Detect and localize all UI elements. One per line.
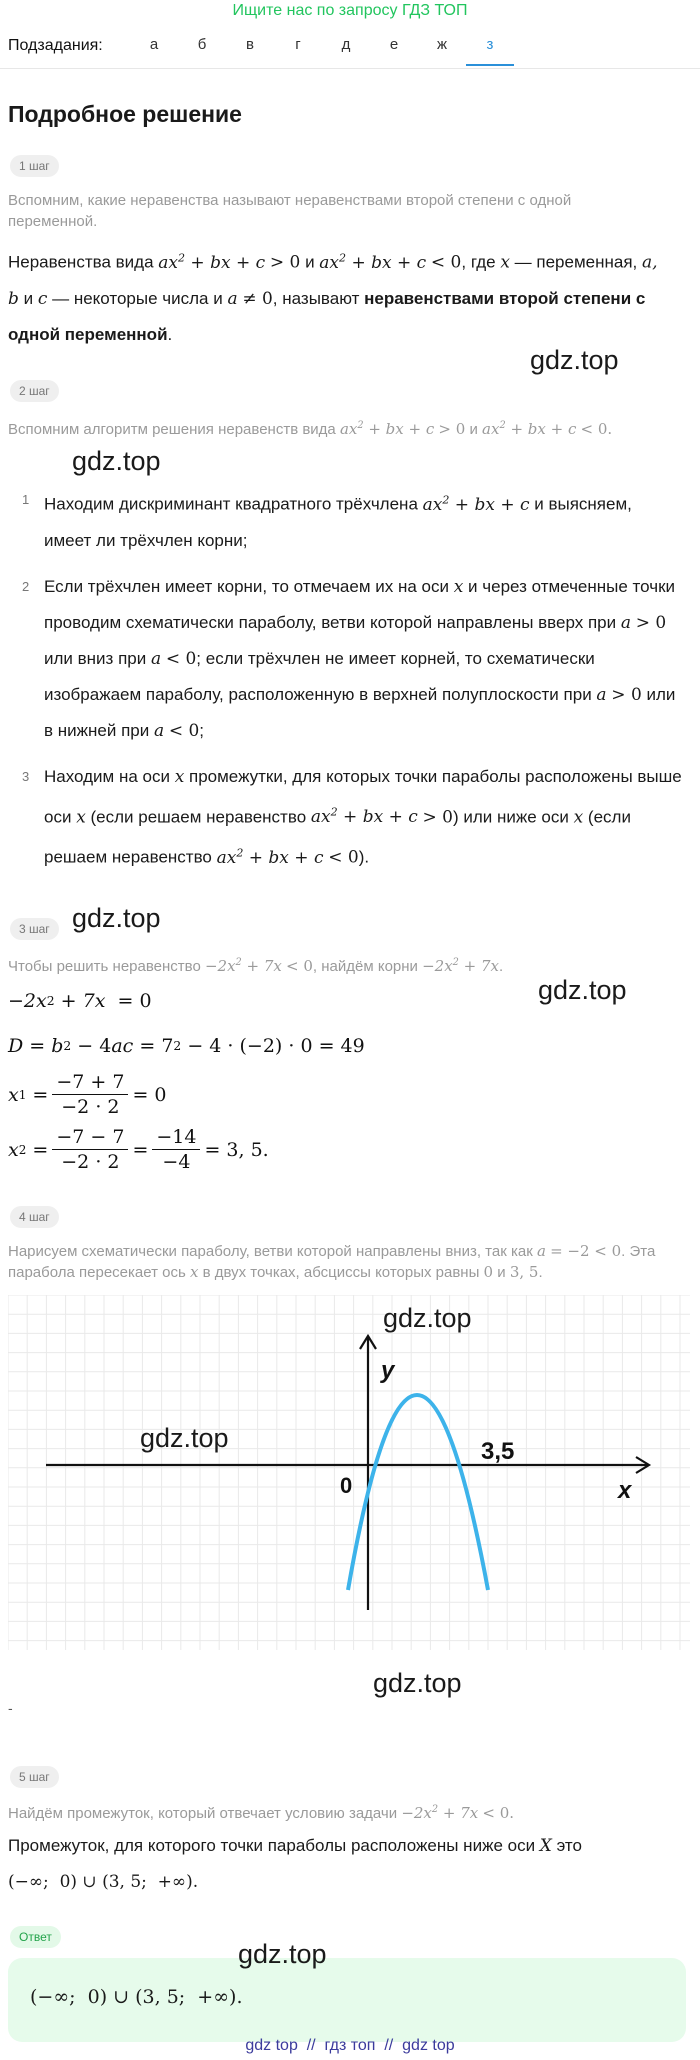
text-fragment: — переменная, <box>509 252 642 272</box>
footer-separator: // <box>306 2037 316 2054</box>
text-fragment: (если решаем неравенство <box>44 807 631 867</box>
origin-label: 0 <box>340 1473 353 1498</box>
list-number: 2 <box>22 578 30 594</box>
text-fragment: — некоторые числа и <box>47 288 228 308</box>
list-item: 2 Если трёхчлен имеет корни, то отмечаем их на оси x и через отмеченные точки проводим схематически параболу, ветви которой направлены вверх при a > 0 или вниз при a < 0; если трёхчлен не имеет корней, то схематически изображаем параболу, расположенную в верхней полуплоскости при a > 0 или в нижней при a < 0; <box>22 569 682 749</box>
algorithm-list <box>22 482 682 886</box>
answer-badge: Ответ <box>10 1926 61 1948</box>
text-fragment: . <box>167 324 173 344</box>
equation-discriminant: D = b 2 − 4 ac = 7 2 − 4 · (−2) · 0 = 49 <box>8 1035 365 1057</box>
step-4-intro: Нарисуем схематически параболу, ветви которой направлены вниз, так как a = −2 < 0. Эта парабола пересекает ось x в двух точках, абсциссы которых равны 0 и 3, 5. <box>8 1242 656 1281</box>
text-fragment: Находим на оси <box>44 766 175 786</box>
step-3-badge: 3 шаг <box>10 918 59 940</box>
text-fragment: в двух точках, абсциссы которых равны <box>202 1264 480 1281</box>
watermark: gdz.top <box>383 1303 472 1333</box>
step-5-text: Промежуток, для которого точки параболы расположены ниже оси X это (−∞; 0) ∪ (3, 5; +∞). <box>8 1836 582 1892</box>
tab-a[interactable]: а <box>149 36 159 53</box>
text-fragment: Нарисуем схематически параболу, ветви которой направлены вниз, так как <box>8 1243 533 1260</box>
parabola-graph <box>8 1295 690 1650</box>
step-1-intro: Вспомним, какие неравенства называют неравенствами второй степени с одной переменной. <box>8 192 572 230</box>
step-2-intro: Вспомним алгоритм решения неравенств вида $ax^2$ + bx + c > 0 и $ax^2$ + bx + c < 0. <box>8 420 613 438</box>
step-1-badge: 1 шаг <box>10 155 59 177</box>
watermark: gdz.top <box>140 1423 229 1453</box>
footer-separator: // <box>384 2037 394 2054</box>
footer-links <box>0 2037 700 2055</box>
step-5-intro: Найдём промежуток, который отвечает условию задачи $-2x^2 + 7x < 0$. <box>8 1804 515 1822</box>
text-fragment: ; <box>199 720 205 740</box>
text-fragment: Если трёхчлен имеет корни, то отмечаем их на оси <box>44 576 454 596</box>
tab-z[interactable]: з <box>466 36 514 66</box>
step-3-intro: Чтобы решить неравенство $-2x^2 + 7x < 0$, найдём корни $-2x^2 + 7x$. <box>8 957 504 975</box>
list-item: 3 Находим на оси x промежутки, для которых точки параболы расположены выше оси x (если решаем неравенство $ax^2$ + bx + c > 0) или ниже оси x (если решаем неравенство $ax^2$ + bx + c < 0). <box>22 759 682 876</box>
text-fragment: Вспомним алгоритм решения неравенств вида <box>8 421 336 438</box>
equation-x1: x 1 = $\frac{-7 + 7}{-2 \cdot 2}$ = 0 <box>8 1071 167 1118</box>
text-fragment: ). <box>358 847 370 867</box>
bold-term: неравенствами второй степени с одной переменной <box>8 288 646 344</box>
text-fragment: Промежуток, для которого точки параболы расположены ниже оси <box>8 1836 540 1855</box>
text-fragment: (если решаем неравенство <box>85 807 311 827</box>
tab-zh[interactable]: ж <box>436 36 448 53</box>
text-fragment: Неравенства вида <box>8 252 159 272</box>
step-5-badge: 5 шаг <box>10 1766 59 1788</box>
text-fragment: это <box>551 1836 582 1855</box>
text-fragment: и <box>497 1264 506 1281</box>
page-title: Подробное решение <box>8 101 242 127</box>
watermark: gdz.top <box>538 975 627 1005</box>
equation-1: −2x 2 + 7x = 0 <box>8 990 152 1012</box>
watermark: gdz.top <box>72 903 161 933</box>
text-fragment: и <box>300 252 320 272</box>
footer-link-2[interactable]: гдз топ <box>324 2037 376 2054</box>
text-fragment: , называют <box>272 288 365 308</box>
tab-g[interactable]: г <box>295 36 301 53</box>
text-fragment: . <box>538 1264 543 1281</box>
equation-x2: x 2 = $\frac{-7 - 7}{-2 \cdot 2}$ = $\frac{-14}{-4}$ = 3, 5. <box>8 1126 269 1173</box>
subtasks-label: Подзадания: <box>8 37 103 54</box>
root-label: 3,5 <box>481 1438 515 1465</box>
text-fragment: ; если трёхчлен не имеет корней, то схематически изображаем параболу, расположенную в верхней полуплоскости при <box>44 648 597 704</box>
footer-link-3[interactable]: gdz top <box>402 2037 455 2054</box>
tab-d[interactable]: д <box>341 36 351 53</box>
list-item: 1 Находим дискриминант квадратного трёхчлена $ax^2$ + bx + c и выясняем, имеет ли трёхчлен корни; <box>22 482 682 559</box>
divider <box>0 68 700 69</box>
text-fragment: и <box>469 421 478 438</box>
list-number: 3 <box>22 768 30 784</box>
text-fragment: или в нижней при <box>44 684 676 740</box>
top-banner: Ищите нас по запросу ГДЗ ТОП <box>232 2 468 19</box>
y-axis-label: y <box>381 1357 395 1384</box>
watermark: gdz.top <box>238 1939 327 1969</box>
text-fragment: и выясняем, имеет ли трёхчлен корни; <box>44 494 632 550</box>
answer-text: (−∞; 0) ∪ (3, 5; +∞). <box>30 1986 243 2008</box>
step-2-badge: 2 шаг <box>10 380 59 402</box>
text-fragment: и через отмеченные точки проводим схематически параболу, ветви которой направлены вверх при <box>44 576 676 632</box>
watermark: gdz.top <box>530 345 619 375</box>
text-fragment: промежутки, для которых точки параболы расположены выше оси <box>44 766 682 827</box>
text-fragment: . Эта парабола пересекает ось <box>8 1243 656 1281</box>
text-fragment: Найдём промежуток, который отвечает условию задачи <box>8 1805 398 1822</box>
text-fragment: , где <box>461 252 501 272</box>
list-number: 1 <box>22 492 30 507</box>
tab-v[interactable]: в <box>246 36 254 53</box>
watermark: gdz.top <box>72 446 161 476</box>
subtasks-tabs <box>130 36 514 66</box>
step-4-badge: 4 шаг <box>10 1206 59 1228</box>
x-axis-label: x <box>618 1477 632 1504</box>
text-fragment: или вниз при <box>44 648 151 668</box>
text-fragment: ) или ниже оси <box>452 807 574 827</box>
watermark: gdz.top <box>373 1668 462 1698</box>
tab-b[interactable]: б <box>197 36 207 53</box>
text-fragment: Чтобы решить неравенство <box>8 958 201 975</box>
text-fragment: , найдём корни <box>312 958 418 975</box>
dash-mark: - <box>8 1700 13 1716</box>
tab-e[interactable]: е <box>389 36 399 53</box>
text-fragment: Находим дискриминант квадратного трёхчлена <box>44 494 423 514</box>
step-1-text: Неравенства вида $ax^2$ + bx + c > 0 и $ax^2$ + bx + c < 0, где x — переменная, a, b и c — некоторые числа и a ≠ 0, называют неравенствами второй степени с одной переменной. <box>8 251 658 344</box>
text-fragment: . <box>499 958 504 975</box>
footer-link-1[interactable]: gdz top <box>245 2037 298 2054</box>
